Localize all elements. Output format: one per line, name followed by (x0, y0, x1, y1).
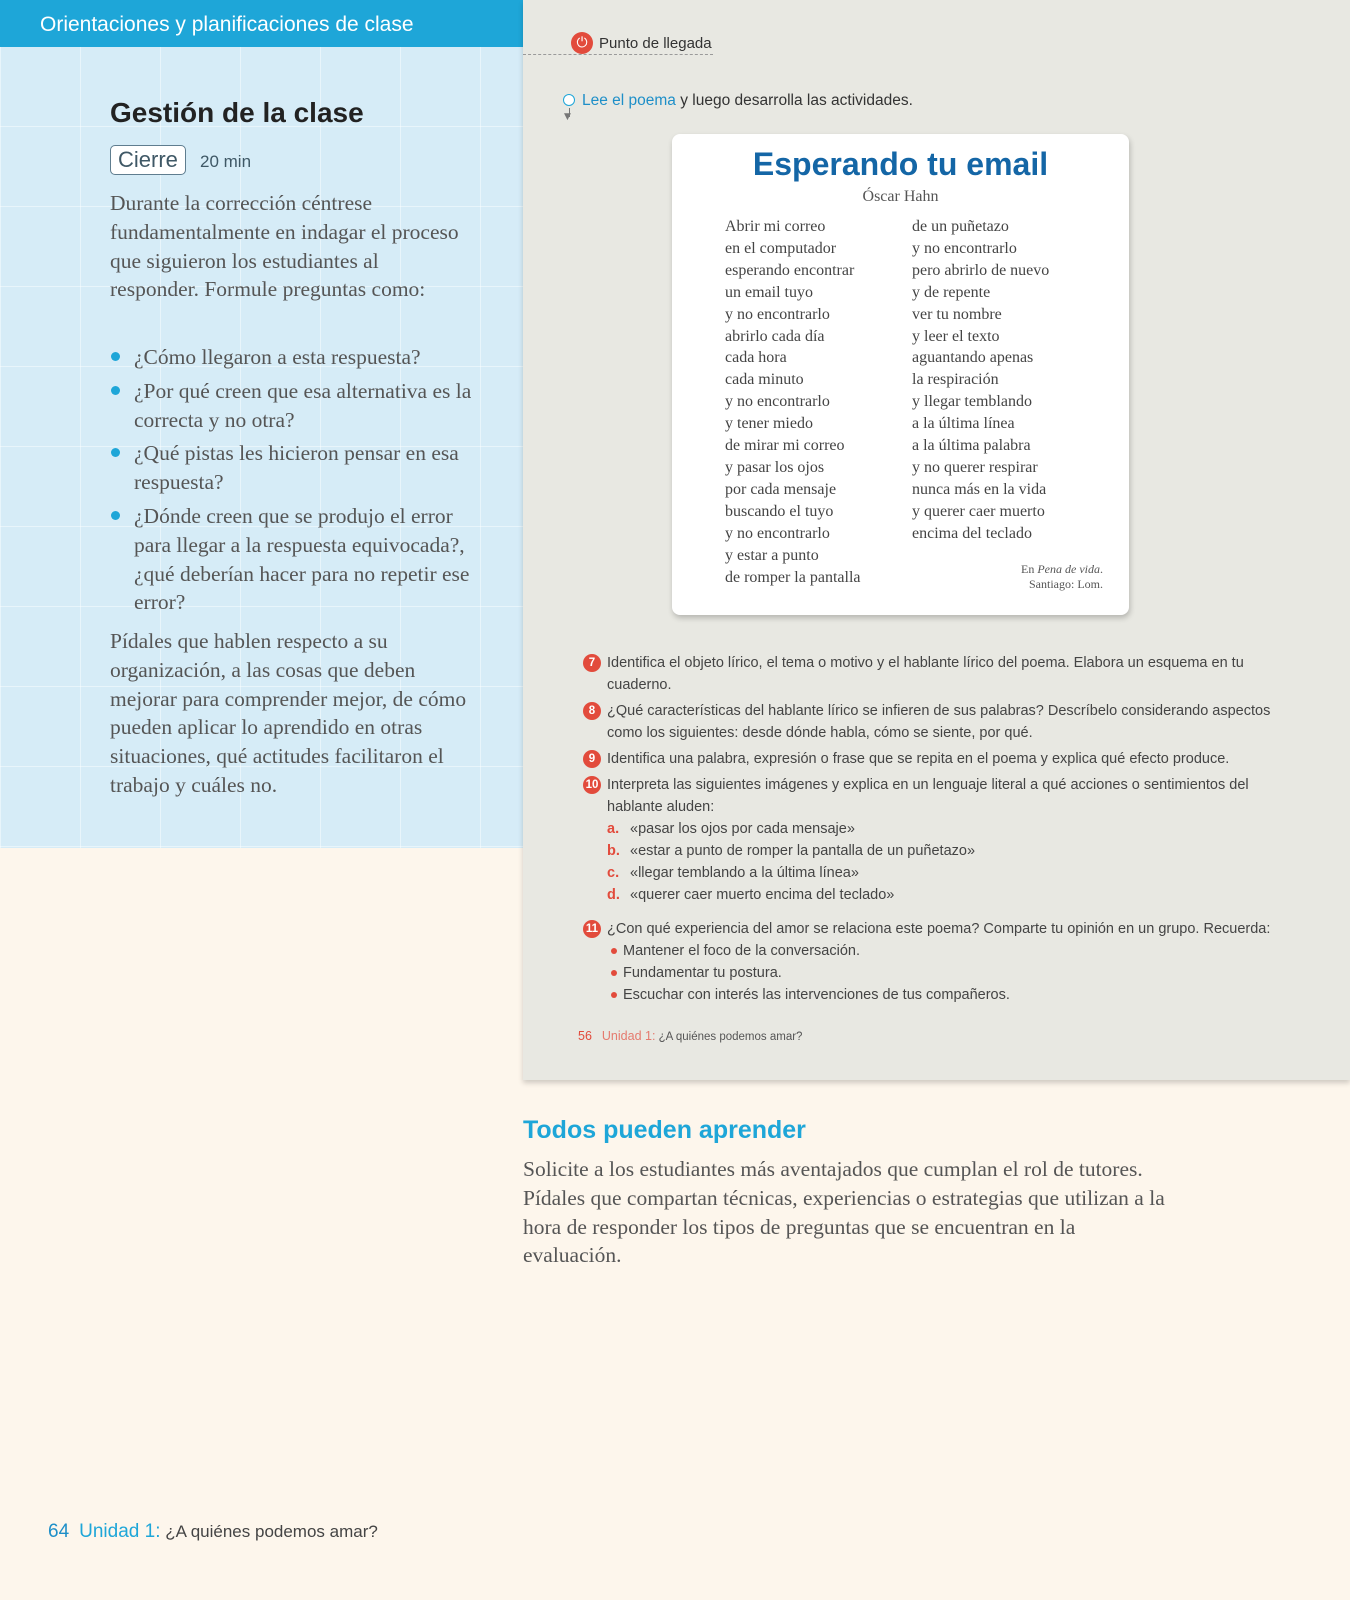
poem-verse: y no encontrarlo (912, 239, 1017, 257)
list-item (583, 884, 1283, 906)
bullet-text: Fundamentar tu postura. (623, 965, 782, 981)
todos-title: Todos pueden aprender (523, 1116, 806, 1144)
activity-text: ¿Qué características del hablante lírico se infieren de sus palabras? Descríbelo considerando aspectos como los siguientes: desde dónde habla, cómo se siente, por qué. (607, 703, 1271, 741)
todos-text: Solicite a los estudiantes más aventajados que cumplan el rol de tutores. Pídales que compartan técnicas, experiencias o estrategias que utilizan a la hora de responder los tipos de preguntas que se encuentran en la evaluación. (523, 1157, 1165, 1268)
bullet-icon (611, 948, 617, 954)
poem-column-1 (725, 216, 861, 588)
gestion-intro: Durante la corrección céntrese fundamentalmente en indagar el proceso que siguieron los estudiantes al responder. Formule preguntas como: (110, 191, 459, 302)
poem-column-2 (912, 216, 1049, 545)
list-item (583, 940, 1283, 962)
subitem-text: «pasar los ojos por cada mensaje» (630, 821, 855, 837)
cierre-time: 20 min (200, 152, 252, 171)
poem-verse: y no encontrarlo (725, 393, 830, 411)
poem-verse: esperando encontrar (725, 261, 855, 279)
subitem-text: «querer caer muerto encima del teclado» (630, 887, 895, 903)
poem-verse: Abrir mi correo (725, 218, 826, 235)
poem-verse: y no encontrarlo (725, 305, 830, 323)
subitem-letter: d. (607, 887, 620, 903)
poem-verse: en el computador (725, 239, 837, 257)
question-text: ¿Por qué creen que esa alternativa es la correcta y no otra? (134, 378, 472, 432)
cierre-badge: Cierre (110, 145, 186, 175)
footer-unit: Unidad 1: (79, 1521, 161, 1542)
poem-verse: nunca más en la vida (912, 480, 1047, 498)
poem-verse: y leer el texto (912, 327, 1000, 345)
question-text: ¿Dónde creen que se produjo el error para llegar a la respuesta equivocada?, ¿qué deberían hacer para no repetir ese error? (134, 503, 470, 615)
list-item (583, 862, 1283, 884)
question-text: ¿Qué pistas les hicieron pensar en esa respuesta? (134, 441, 459, 495)
subitem-letter: b. (607, 843, 620, 859)
poem-verse: y tener miedo (725, 415, 813, 433)
activity-text: Identifica una palabra, expresión o frase que se repita en el poema y explica qué efecto produce. (607, 751, 1230, 767)
subitem-text: «llegar temblando a la última línea» (630, 865, 859, 881)
poem-verse: a la última línea (912, 415, 1015, 433)
poem-verse: de un puñetazo (912, 218, 1009, 235)
poem-author: Óscar Hahn (862, 188, 939, 205)
poem-title: Esperando tu email (752, 146, 1049, 182)
activity-text: Identifica el objeto lírico, el tema o motivo y el hablante lírico del poema. Elabora un esquema en tu cuaderno. (607, 655, 1244, 693)
activity-item (583, 652, 1283, 696)
poem-verse: y pasar los ojos (725, 458, 825, 476)
header-bar (0, 0, 523, 47)
poem-verse: y no encontrarlo (725, 524, 830, 542)
gestion-title: Gestión de la clase (110, 97, 364, 128)
subitem-text: «estar a punto de romper la pantalla de un puñetazo» (630, 843, 976, 859)
poem-verse: abrirlo cada día (725, 327, 825, 345)
bullet-icon (111, 511, 120, 520)
activity-text: Interpreta las siguientes imágenes y explica en un lenguaje literal a qué acciones o sentimientos del hablante aluden: (607, 777, 1249, 815)
list-item (110, 439, 490, 497)
list-item (110, 502, 490, 617)
poem-verse: y de repente (912, 283, 991, 301)
poem-verse: un email tuyo (725, 283, 813, 301)
list-item (583, 962, 1283, 984)
list-item (110, 377, 490, 435)
poem-verse: a la última palabra (912, 437, 1031, 455)
bullet-icon (111, 386, 120, 395)
source-city: Santiago: Lom. (1029, 577, 1103, 591)
instruction-highlight: Lee el poema (582, 92, 676, 109)
poem-verse: ver tu nombre (912, 305, 1002, 323)
poem-verse: y no querer respirar (912, 458, 1038, 476)
activity-number: 8 (583, 702, 601, 720)
poem-verse: y estar a punto (725, 546, 819, 564)
poem-verse: aguantando apenas (912, 349, 1034, 367)
bullet-icon (111, 352, 120, 361)
arrow-down-icon: ▼ (564, 112, 571, 122)
punto-label: Punto de llegada (599, 35, 712, 52)
book-footer-unit: Unidad 1: (601, 1029, 656, 1043)
book-page (523, 0, 1350, 1080)
activity-item (583, 774, 1283, 906)
activity-item (583, 918, 1283, 1006)
poem-verse: buscando el tuyo (725, 502, 834, 520)
subitem-letter: a. (607, 821, 620, 837)
question-list (110, 343, 490, 622)
instruction-rest: y luego desarrolla las actividades. (675, 92, 913, 109)
bullet-icon (611, 970, 617, 976)
activity-number: 9 (583, 750, 601, 768)
activity-number: 10 (583, 776, 601, 794)
book-footer (578, 1029, 802, 1043)
bullet-list (583, 940, 1283, 1006)
poem-verse: encima del teclado (912, 524, 1032, 542)
poem-verse: la respiración (912, 371, 999, 389)
footer-question: ¿A quiénes podemos amar? (160, 1522, 378, 1541)
poem-verse: y querer caer muerto (912, 502, 1045, 520)
subitem-letter: c. (607, 865, 620, 881)
divider (523, 54, 713, 55)
source-book: Pena de vida (1037, 562, 1100, 576)
power-icon: ⏻ (571, 32, 593, 54)
book-footer-question: ¿A quiénes podemos amar? (655, 1031, 803, 1043)
poem-card (672, 134, 1129, 615)
poem-verse: cada minuto (725, 371, 804, 389)
bullet-text: Escuchar con interés las intervenciones de tus compañeros. (623, 987, 1010, 1003)
page-number: 64 (48, 1521, 70, 1542)
instruction (582, 92, 913, 110)
activity-item (583, 748, 1283, 770)
list-item (583, 818, 1283, 840)
list-item (583, 984, 1283, 1006)
list-item (110, 343, 490, 372)
poem-verse: de romper la pantalla (725, 568, 861, 586)
poem-verse: por cada mensaje (725, 480, 837, 498)
poem-verse: cada hora (725, 349, 787, 367)
bullet-icon (611, 992, 617, 998)
book-page-number: 56 (578, 1029, 592, 1043)
subitem-list (583, 818, 1283, 906)
gestion-closing: Pídales que hablen respecto a su organización, a las cosas que deben mejorar para comprender mejor, de cómo pueden aplicar lo aprendido en otras situaciones, qué actitudes facilitaron el trabajo y cuáles no. (110, 629, 467, 797)
poem-verse: pero abrirlo de nuevo (912, 261, 1050, 279)
page-footer (48, 1521, 378, 1543)
poem-verse: de mirar mi correo (725, 437, 845, 455)
bullet-text: Mantener el foco de la conversación. (623, 943, 860, 959)
circle-marker-icon (563, 94, 575, 106)
header-title: Orientaciones y planificaciones de clase (40, 13, 414, 36)
list-item (583, 840, 1283, 862)
source-prefix: En (1021, 562, 1038, 576)
poem-source (1021, 562, 1103, 592)
activity-text: ¿Con qué experiencia del amor se relaciona este poema? Comparte tu opinión en un grupo. Recuerda: (607, 921, 1271, 937)
activity-number: 11 (583, 920, 601, 938)
source-suffix: . (1100, 562, 1103, 576)
question-text: ¿Cómo llegaron a esta respuesta? (134, 345, 421, 369)
activity-number: 7 (583, 654, 601, 672)
bullet-icon (111, 448, 120, 457)
activity-item (583, 700, 1283, 744)
poem-verse: y llegar temblando (912, 393, 1032, 411)
